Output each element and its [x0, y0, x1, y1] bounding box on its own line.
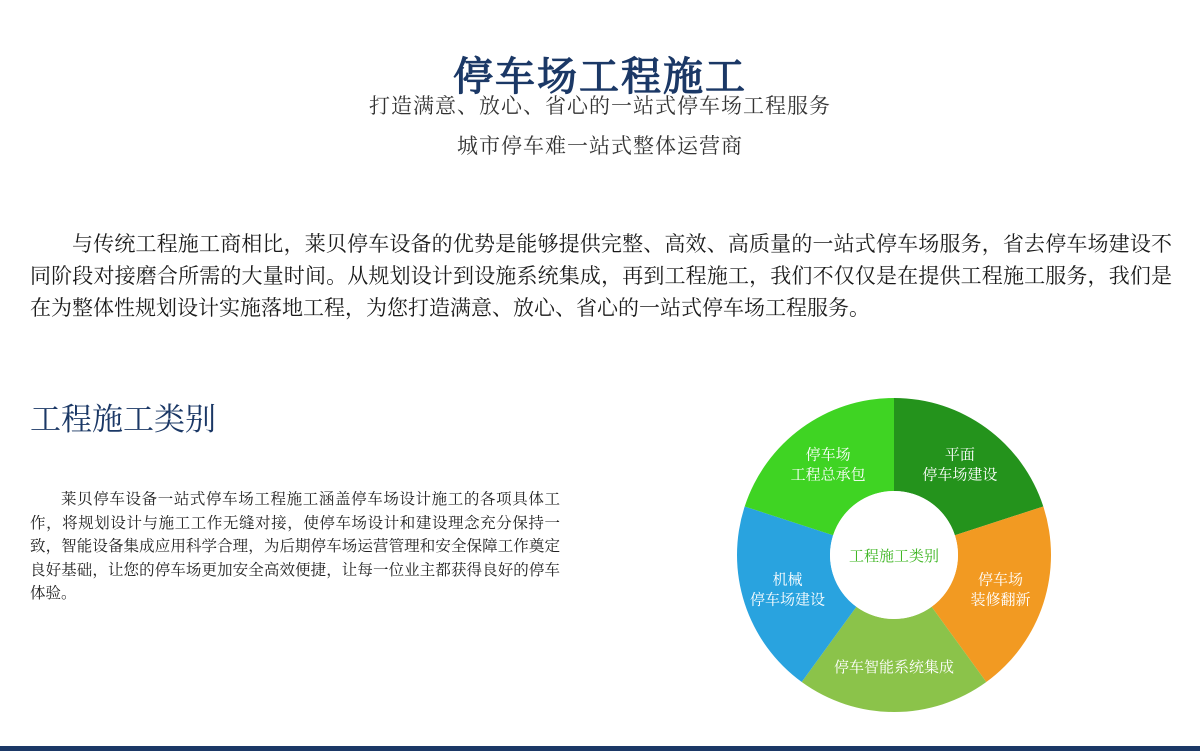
- page-subtitle: 打造满意、放心、省心的一站式停车场工程服务: [369, 94, 831, 118]
- wheel-segment-label: 机械停车场建设: [749, 570, 825, 609]
- wheel-segment-label: 平面停车场建设: [922, 445, 998, 484]
- wheel-center-label: 工程施工类别: [848, 547, 940, 565]
- category-wheel-svg: [736, 397, 1052, 713]
- wheel-segment-label: 停车场装修翻新: [970, 570, 1031, 609]
- section-body: 莱贝停车设备一站式停车场工程施工涵盖停车场设计施工的各项具体工作，将规划设计与施工工作无缝对接，使停车场设计和建设理念充分保持一致，智能设备集成应用科学合理，为后期停车场运营管理和安全保障工作奠定良好基础，让您的停车场更加安全高效便捷，让每一位业主都获得良好的停车体验。: [30, 490, 560, 602]
- wheel-segment-label: 停车场工程总承包: [790, 445, 866, 484]
- wheel-segment-label: 停车智能系统集成: [833, 658, 955, 676]
- bottom-rule: [0, 746, 1200, 751]
- category-wheel-diagram: [736, 397, 1052, 713]
- intro-paragraph: 与传统工程施工商相比，莱贝停车设备的优势是能够提供完整、高效、高质量的一站式停车场服务，省去停车场建设不同阶段对接磨合所需的大量时间。从规划设计到设施系统集成，再到工程施工，我们不仅仅是在提供工程施工服务，我们是在为整体性规划设计实施落地工程，为您打造满意、放心、省心的一站式停车场工程服务。: [30, 232, 1172, 320]
- section-title: 工程施工类别: [30, 402, 216, 438]
- page-title: 停车场工程施工: [453, 53, 747, 100]
- page-tagline: 城市停车难一站式整体运营商: [457, 134, 743, 158]
